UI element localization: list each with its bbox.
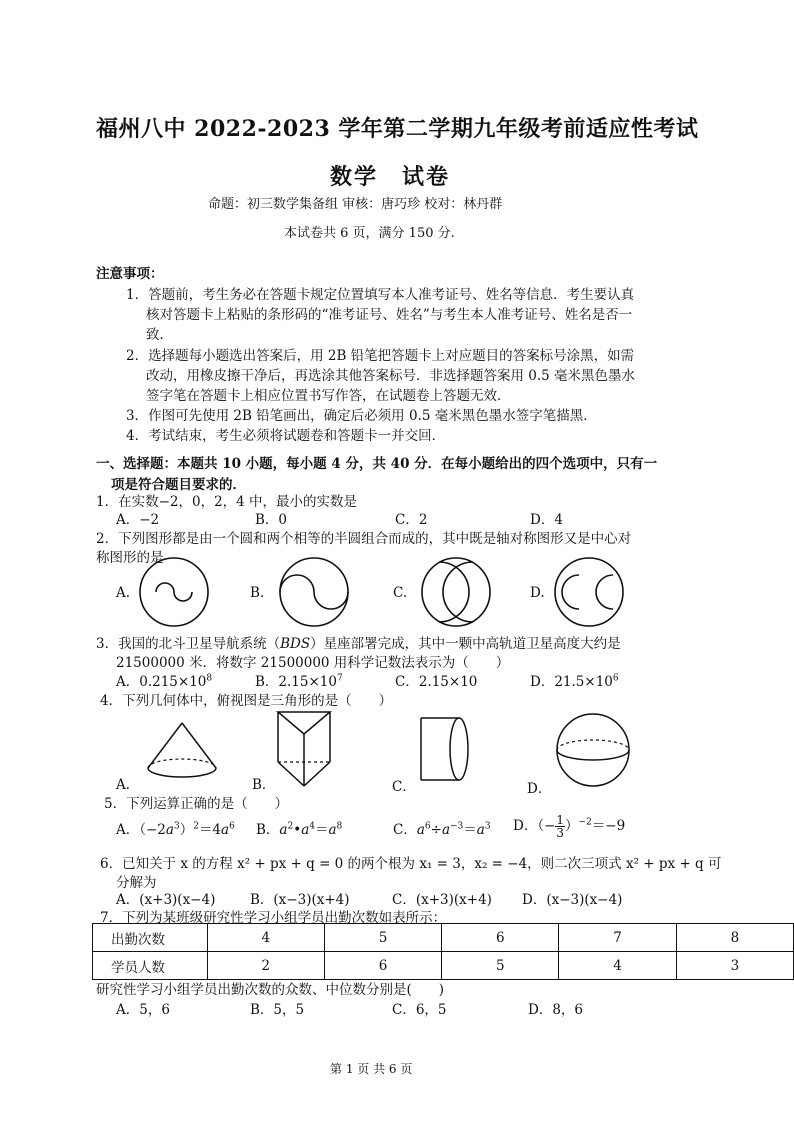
q1-option-b: B．0 bbox=[255, 512, 288, 528]
table-cell: 3 bbox=[676, 952, 793, 980]
exam-credits: 命题：初三数学集备组 审核：唐巧珍 校对：林丹群 bbox=[208, 197, 503, 212]
table-cell: 4 bbox=[559, 952, 676, 980]
q7-option-a: A．5，6 bbox=[116, 1002, 170, 1018]
q7-option-c: C．6，5 bbox=[392, 1002, 447, 1018]
notice-line-3: 致． bbox=[146, 327, 173, 343]
q3-option-b-base: B．2.15×10 bbox=[255, 674, 337, 690]
q5-option-b: B．$a^2•a^4=a^8$ bbox=[256, 821, 343, 838]
section1-line2: 项是符合题目要求的． bbox=[111, 477, 246, 493]
q2-option-b: B. bbox=[250, 585, 265, 601]
q6-option-b: B．(x−3)(x+4) bbox=[250, 892, 350, 908]
q2-stem-line1: 2．下列图形都是由一个圆和两个相等的半圆组合而成的，其中既是轴对称图形又是中心对 bbox=[96, 531, 632, 547]
table-cell: 2 bbox=[207, 952, 324, 980]
q3-option-d bbox=[530, 670, 619, 690]
notice-line-5: 改动，用橡皮擦干净后，再选涂其他答案标号．非选择题答案用 0.5 毫米黑色墨水 bbox=[146, 368, 636, 384]
table-row bbox=[93, 952, 794, 980]
table-cell: 出勤次数 bbox=[93, 924, 208, 952]
q3-option-c: C．2.15×10 bbox=[395, 674, 478, 690]
q3-option-d-base: D．21.5×10 bbox=[530, 674, 613, 690]
q2-option-c: C. bbox=[393, 585, 408, 601]
attendance-table bbox=[92, 923, 794, 980]
q1-option-d: D．4 bbox=[530, 512, 563, 528]
notice-line-8: 4．考试结束，考生必须将试题卷和答题卡一并交回． bbox=[126, 428, 446, 444]
table-cell: 学员人数 bbox=[93, 952, 208, 980]
q3-option-b-exp: 7 bbox=[336, 673, 343, 684]
q5-option-c: C．$a^6\div a^{-3}=a^3$ bbox=[393, 821, 491, 838]
q2-stem-line2: 称图形的是 bbox=[96, 550, 164, 566]
notice-line-2: 核对答题卡上粘贴的条形码的“准考证号、姓名”与考生本人准考证号、姓名是否一 bbox=[146, 307, 633, 323]
q3-stem-line1 bbox=[96, 632, 621, 652]
q4-triangular-prism bbox=[276, 710, 332, 790]
table-cell: 6 bbox=[324, 952, 441, 980]
page-footer: 第 1 页 共 6 页 bbox=[330, 1062, 413, 1076]
notice-line-1: 1．答题前，考生务必在答题卡规定位置填写本人准考证号、姓名等信息．考生要认真 bbox=[126, 287, 635, 303]
q6-stem-line2: 分解为 bbox=[116, 875, 157, 891]
table-cell: 5 bbox=[324, 924, 441, 952]
q6-option-d: D．(x−3)(x−4) bbox=[522, 892, 623, 908]
q6-option-a: A．(x+3)(x−4) bbox=[116, 892, 216, 908]
table-cell: 6 bbox=[442, 924, 559, 952]
q7-stem: 7．下列为某班级研究性学习小组学员出勤次数如表所示： bbox=[100, 910, 447, 926]
q3-option-a-base: A．0.215×10 bbox=[116, 674, 207, 690]
q2-figure-d bbox=[553, 556, 625, 628]
q1-stem: 1．在实数−2，0，2，4 中，最小的实数是 bbox=[96, 494, 358, 510]
q3-stem-line2: 21500000 米．将数字 21500000 用科学记数法表示为（ ） bbox=[116, 655, 510, 671]
exam-pages-info: 本试卷共 6 页，满分 150 分. bbox=[284, 226, 455, 241]
q7-option-d: D．8，6 bbox=[528, 1002, 584, 1018]
q2-option-d: D. bbox=[530, 585, 545, 601]
q2-figure-a bbox=[138, 556, 210, 628]
q2-figure-c bbox=[420, 556, 492, 628]
table-cell: 8 bbox=[676, 924, 793, 952]
q1-option-c: C．2 bbox=[395, 512, 428, 528]
exam-subject: 数学 试卷 bbox=[330, 164, 451, 190]
table-row bbox=[93, 924, 794, 952]
q7-option-b: B．5，5 bbox=[250, 1002, 305, 1018]
q3-option-a bbox=[116, 670, 212, 690]
q1-option-a: A．−2 bbox=[116, 512, 160, 528]
q3-option-a-exp: 8 bbox=[206, 673, 213, 684]
q4-option-b: B． bbox=[252, 777, 276, 793]
section1-line1: 一、选择题：本题共 10 小题，每小题 4 分，共 40 分．在每小题给出的四个选项中，只有一 bbox=[96, 456, 658, 472]
q3-option-b bbox=[255, 670, 343, 690]
q4-cylinder bbox=[418, 714, 472, 784]
q6-option-c: C．(x+3)(x+4) bbox=[392, 892, 492, 908]
table-cell: 7 bbox=[559, 924, 676, 952]
q4-option-a: A． bbox=[116, 777, 140, 793]
q2-figure-b bbox=[278, 556, 350, 628]
q4-option-c: C． bbox=[392, 779, 416, 795]
notice-line-4: 2．选择题每小题选出答案后，用 2B 铅笔把答题卡上对应题目的答案标号涂黑，如需 bbox=[126, 348, 635, 364]
q2-option-a: A. bbox=[116, 585, 131, 601]
q4-sphere bbox=[555, 712, 631, 788]
notice-line-6: 签字笔在答题卡上相应位置书写作答，在试题卷上答题无效． bbox=[146, 388, 511, 404]
notice-heading: 注意事项： bbox=[96, 266, 164, 282]
q4-option-d: D． bbox=[527, 781, 552, 797]
table-cell: 4 bbox=[207, 924, 324, 952]
q3-option-d-exp: 6 bbox=[612, 673, 619, 684]
exam-title: 福州八中 2022-2023 学年第二学期九年级考前适应性考试 bbox=[96, 116, 699, 142]
q7-question: 研究性学习小组学员出勤次数的众数、中位数分别是( ) bbox=[96, 982, 445, 998]
q3-stem-part1: 3．我国的北斗卫星导航系统（ bbox=[96, 636, 281, 652]
q5-fraction: $\frac{1}{3}$ bbox=[556, 813, 565, 840]
table-cell: 5 bbox=[442, 952, 559, 980]
notice-line-7: 3．作图可先使用 2B 铅笔画出，确定后必须用 0.5 毫米黑色墨水签字笔描黑． bbox=[126, 408, 597, 424]
q3-bds: BDS bbox=[280, 636, 311, 652]
q3-stem-part2: ）星座部署完成，其中一颗中高轨道卫星高度大约是 bbox=[310, 636, 621, 652]
q5-stem: 5．下列运算正确的是（ ） bbox=[104, 796, 289, 812]
q6-stem-line1: 6．已知关于 x 的方程 x² + px + q = 0 的两个根为 x₁ = 3，x₂ = −4，则二次三项式 x² + px + q 可 bbox=[100, 856, 722, 872]
q4-stem: 4．下列几何体中，俯视图是三角形的是（ ） bbox=[100, 693, 393, 709]
q5-option-d: D．（− $\frac{1}{3}$ ）$^{-2}$＝−9 bbox=[513, 813, 626, 840]
q5-option-a: A．$(-2a^3)^2=4a^6$ bbox=[116, 821, 235, 838]
q4-cone bbox=[145, 720, 219, 784]
